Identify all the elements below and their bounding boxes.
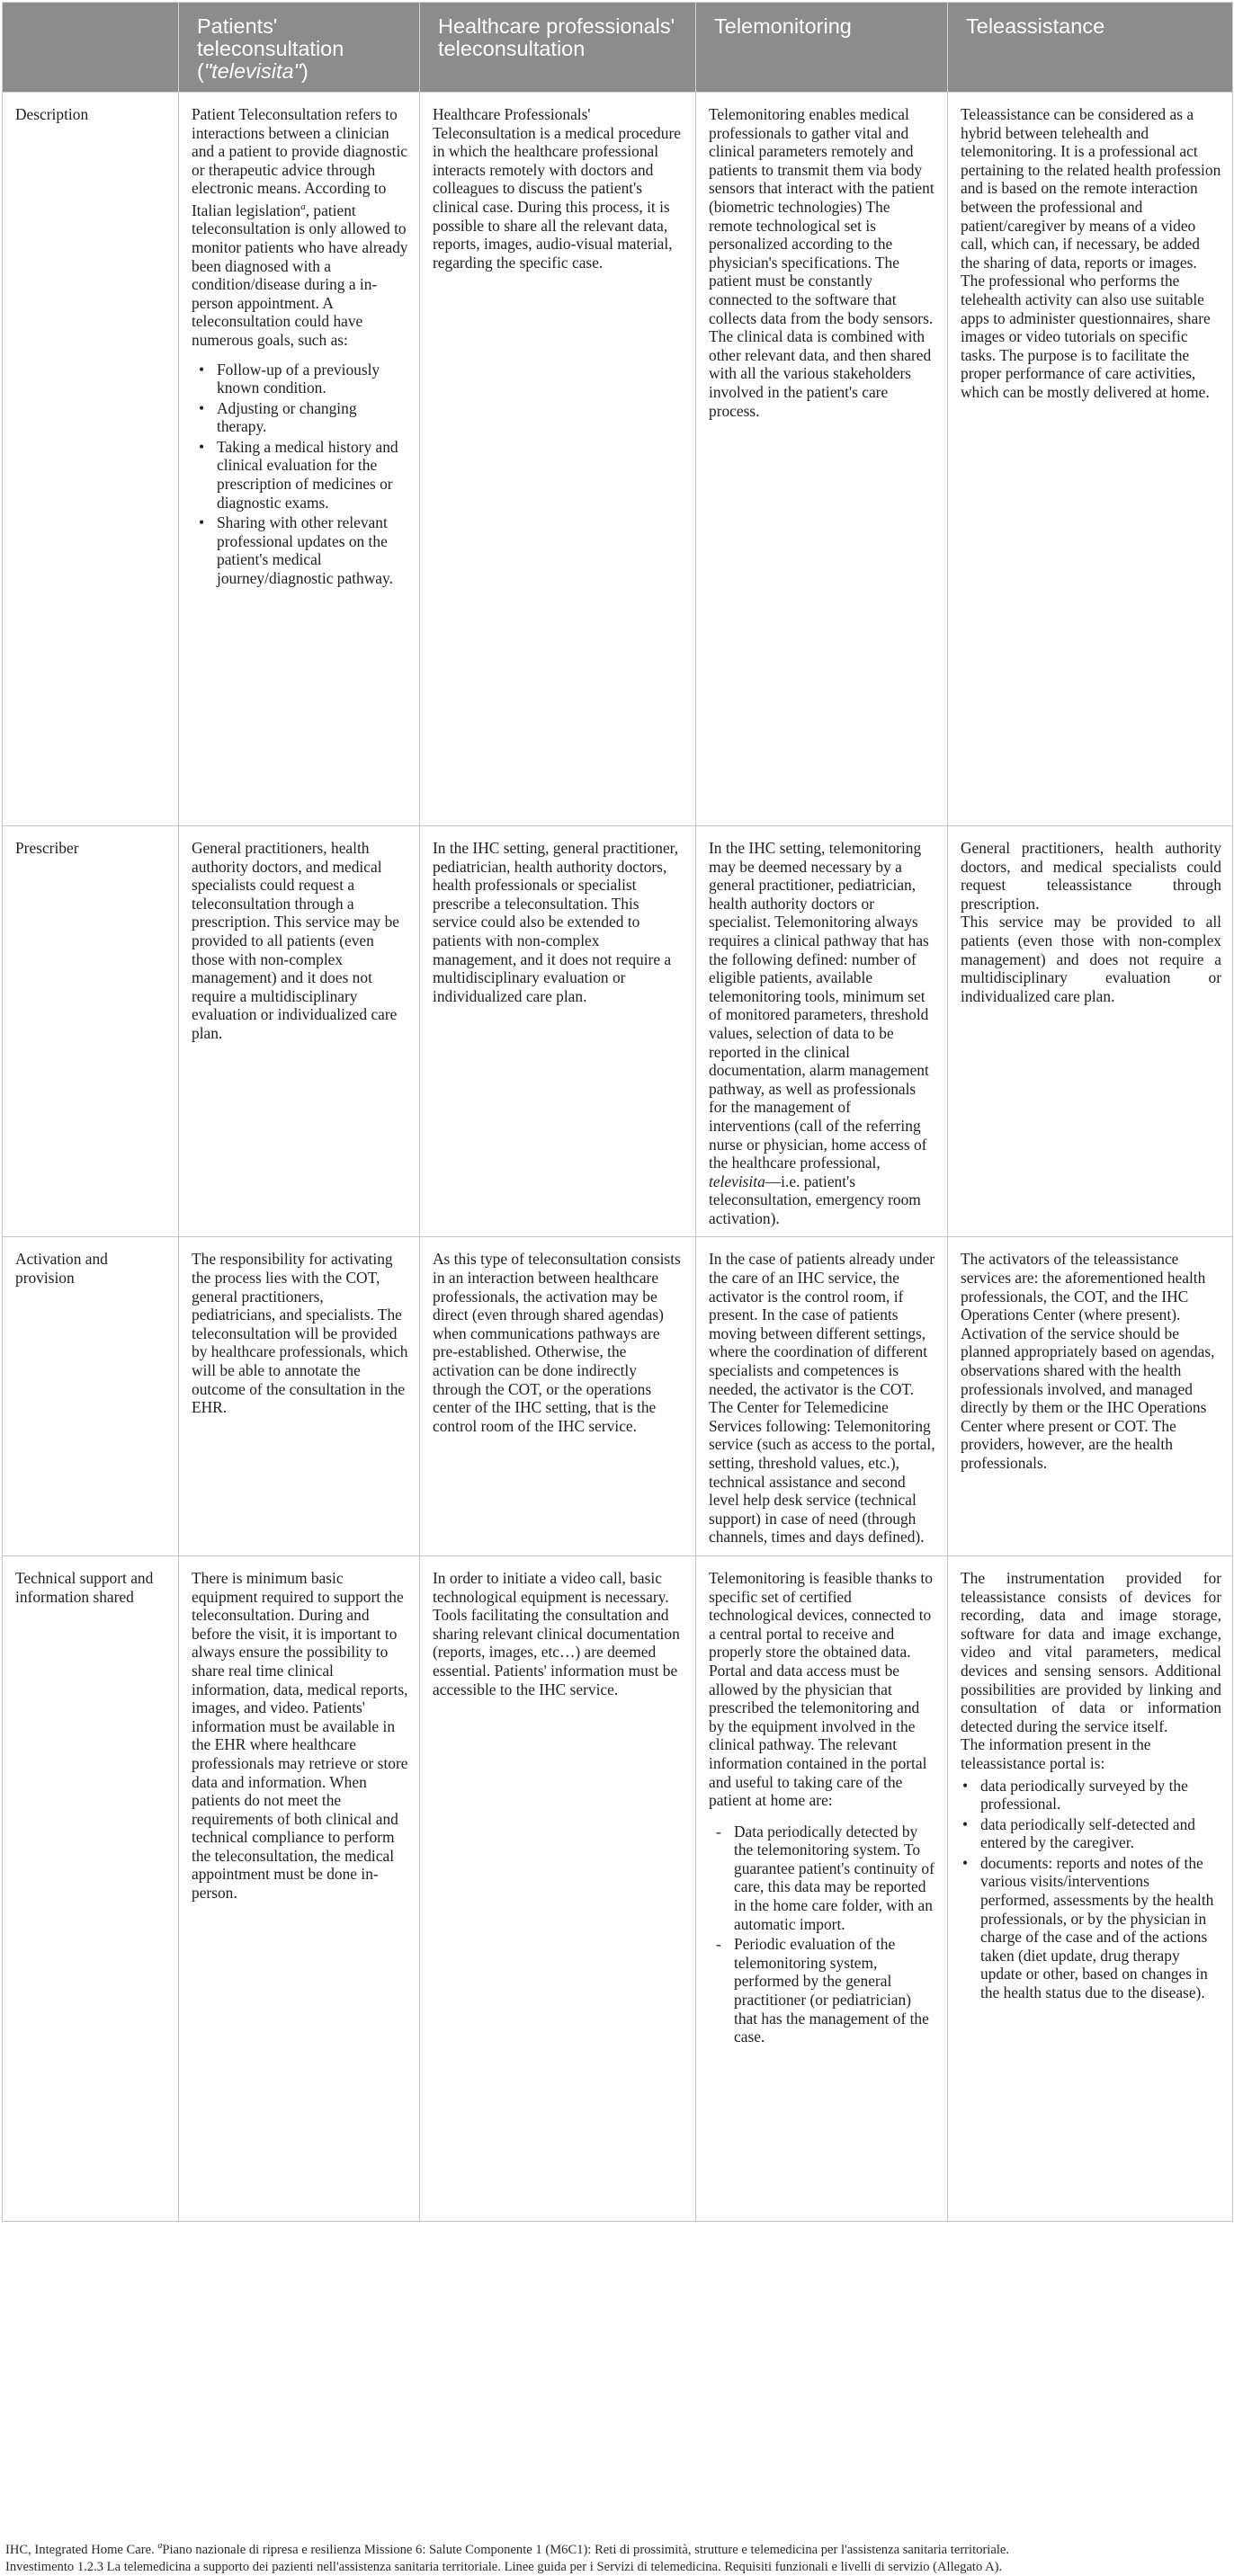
table-footnote	[5, 2537, 1229, 2576]
description-telemonitoring-text: Telemonitoring enables medical professionals to gather vital and clinical parameters remotely and patients to transmit them via body sensors that interact with the patient (biometric technologies) The remote technological set is personalized according to the physician's specifications. The patient must be constantly connected to the software that collects data from the body sensors. The clinical data is combined with other relevant data, and then shared with all the various stakeholders involved in the patient's care process.	[709, 105, 934, 420]
cell-activation-patients	[179, 1237, 420, 1556]
cell-description-patients	[179, 93, 420, 826]
technical-telemonitoring-list	[709, 1823, 936, 2046]
cell-description-telemonitoring	[696, 93, 948, 826]
list-item: - Periodic evaluation of the telemonitoring system, performed by the general practitioner (or pediatrician) that has the management of the case.	[734, 1935, 936, 2046]
prescriber-patients-text: General practitioners, health authority doctors, and medical specialists could request a teleconsultation through a prescription. This service may be provided to all patients (even those with non-complex management) and it does not require a multidisciplinary evaluation or individualized care plan.	[192, 839, 400, 1042]
row-label-prescriber: Prescriber	[3, 826, 179, 1237]
list-item: • Taking a medical history and clinical evaluation for the prescription of medicines or diagnostic exams.	[217, 438, 408, 512]
cell-technical-teleassistance	[948, 1555, 1233, 2221]
prescriber-teleassistance-text-1: General practitioners, health authority doctors, and medical specialists could request teleassistance through prescription.	[961, 839, 1221, 913]
header-teleassistance: Teleassistance	[948, 3, 1233, 93]
footnote-line-2: Investimento 1.2.3 La telemedicina a supporto dei pazienti nell'assistenza sanitaria territoriale. Linee guida per i Servizi di telemedicina. Requisiti funzionali e livelli di servizio (Allegato A).	[5, 2559, 1003, 2574]
cell-activation-healthcare	[420, 1237, 696, 1556]
cell-prescriber-patients	[179, 826, 420, 1237]
header-empty	[3, 3, 179, 93]
row-label-description: Description	[3, 93, 179, 826]
row-prescriber	[3, 826, 1233, 1237]
cell-activation-telemonitoring	[696, 1237, 948, 1556]
cell-description-healthcare	[420, 93, 696, 826]
prescriber-telemonitoring-text: In the IHC setting, telemonitoring may be deemed necessary by a general practitioner, pediatrician, health authority doctors or specialist. Telemonitoring always requires a clinical pathway that has the following defined: number of eligible patients, available telemonitoring tools, minimum set of monitored parameters, threshold values, selection of data to be reported in the clinical documentation, alarm management pathway, as well as professionals for the management of interventions (call of the referring nurse or physician, home access of the healthcare professional, televisita—i.e. patient's teleconsultation, emergency room activation).	[709, 839, 929, 1227]
technical-teleassistance-list	[961, 1777, 1221, 2002]
cell-prescriber-teleassistance	[948, 826, 1233, 1237]
row-label-activation: Activation and provision	[3, 1237, 179, 1556]
technical-healthcare-text: In order to initiate a video call, basic technological equipment is necessary. Tools facilitating the consultation and sharing relevant clinical documentation (reports, images, etc…) are deemed essential. Patients' information must be accessible to the IHC service.	[433, 1568, 680, 1698]
activation-telemonitoring-text: In the case of patients already under the care of an IHC service, the activator is the control room, if present. In the case of patients moving between different settings, where the coordination of different specialists and competences is needed, the activator is the COT. The Center for Telemedicine Services following: Telemonitoring service (such as access to the portal, setting, threshold values, etc.), technical assistance and second level help desk service (technical support) in case of need (through channels, times and days defined).	[709, 1250, 935, 1546]
row-description	[3, 93, 1233, 826]
row-activation	[3, 1237, 1233, 1556]
description-healthcare-text: Healthcare Professionals' Teleconsultation is a medical procedure in which the healthcare professional interacts remotely with doctors and colleagues to discuss the patient's clinical case. During this process, it is possible to share all the relevant data, reports, images, audio-visual material, regarding the specific case.	[433, 105, 681, 272]
header-telemonitoring: Telemonitoring	[696, 3, 948, 93]
description-teleassistance-text: Teleassistance can be considered as a hybrid between telehealth and telemonitoring. It is a professional act pertaining to the related health profession and is based on the remote interaction between the professional and patient/caregiver by means of a video call, which can, if necessary, be added the sharing of data, reports or images. The professional who performs the telehealth activity can also use suitable apps to administer questionnaires, share images or video tutorials on specific tasks. The purpose is to facilitate the proper performance of care activities, which can be mostly delivered at home.	[961, 105, 1221, 401]
activation-teleassistance-text: The activators of the teleassistance services are: the aforementioned health professionals, the COT, and the IHC Operations Center (where present). Activation of the service should be planned appropriately based on agendas, observations shared with the health professionals involved, and managed directly by them or the IHC Operations Center where present or COT. The providers, however, are the health professionals.	[961, 1250, 1215, 1472]
cell-technical-healthcare	[420, 1555, 696, 2221]
list-item: • data periodically self-detected and entered by the caregiver.	[980, 1815, 1221, 1852]
row-label-technical-support: Technical support and information shared	[3, 1555, 179, 2221]
cell-prescriber-telemonitoring	[696, 826, 948, 1237]
list-item: • documents: reports and notes of the various visits/interventions performed, assessments by the health professionals, or by the physician in charge of the case and of the actions taken (diet update, drug therapy update or other, based on changes in the health status due to the disease).	[980, 1854, 1221, 2002]
activation-patients-text: The responsibility for activating the process lies with the COT, general practitioners, pediatricians, and specialists. The teleconsultation will be provided by healthcare professionals, which will be able to annotate the outcome of the consultation in the EHR.	[192, 1250, 408, 1417]
cell-technical-telemonitoring	[696, 1555, 948, 2221]
row-technical-support	[3, 1555, 1233, 2221]
list-item: • data periodically surveyed by the professional.	[980, 1777, 1221, 1814]
cell-prescriber-healthcare	[420, 826, 696, 1237]
activation-healthcare-text: As this type of teleconsultation consists in an interaction between healthcare professionals, the activation may be direct (even through shared agendas) when communications pathways are pre-established. Otherwise, the activation can be done indirectly through the COT, or the operations center of the IHC setting, that is the control room of the IHC service.	[433, 1250, 681, 1435]
list-item: • Sharing with other relevant professional updates on the patient's medical journey/diagnostic pathway.	[217, 513, 408, 587]
cell-technical-patients	[179, 1555, 420, 2221]
header-healthcare-teleconsultation: Healthcare professionals' teleconsultation	[420, 3, 696, 93]
technical-teleassistance-text: The instrumentation provided for teleassistance consists of devices for recording, data and image storage, software for data and image exchange, video and vital parameters, medical devices and sensing sensors. Additional possibilities are provided by linking and consultation of data or information detected during the service itself.	[961, 1568, 1221, 1735]
description-patients-goals-list	[192, 361, 408, 588]
header-patients-teleconsultation: Patients' teleconsultation ("televisita")	[179, 3, 420, 93]
footnote-line-1: IHC, Integrated Home Care. $^a$Piano nazionale di ripresa e resilienza Missione 6: Salute Componente 1 (M6C1): Reti di prossimità, strutture e telemedicina per l'assistenza sanitaria territoriale.	[5, 2541, 1010, 2557]
prescriber-teleassistance-text-2: This service may be provided to all patients (even those with non-complex management) and does not require a multidisciplinary evaluation or individualized care plan.	[961, 913, 1221, 1005]
technical-patients-text: There is minimum basic equipment required to support the teleconsultation. During and before the visit, it is important to always ensure the possibility to share real time clinical information, data, medical reports, images, and video. Patients' information must be available in the EHR where healthcare professionals may retrieve or store data and information. When patients do not meet the requirements of both clinical and technical compliance to perform the teleconsultation, the medical appointment must be done in-person.	[192, 1568, 408, 1903]
cell-description-teleassistance	[948, 93, 1233, 826]
list-item: • Adjusting or changing therapy.	[217, 399, 408, 436]
technical-teleassistance-portal-text: The information present in the teleassistance portal is:	[961, 1735, 1151, 1772]
cell-activation-teleassistance	[948, 1237, 1233, 1556]
technical-telemonitoring-text: Telemonitoring is feasible thanks to specific set of certified technological devices, connected to a central portal to receive and properly store the obtained data. Portal and data access must be allowed by the physician that prescribed the telemonitoring and by the equipment involved in the clinical pathway. The relevant information contained in the portal and useful to taking care of the patient at home are:	[709, 1568, 933, 1810]
telemedicine-services-table	[2, 2, 1233, 2222]
prescriber-healthcare-text: In the IHC setting, general practitioner, pediatrician, health authority doctors, health professionals or specialist prescribe a teleconsultation. This service could also be extended to patients with non-complex management, and it does not require a multidisciplinary evaluation or individualized care plan.	[433, 839, 679, 1005]
description-patients-text: Patient Teleconsultation refers to interactions between a clinician and a patient to provide diagnostic or therapeutic advice through electronic means. According to Italian legislation$^a$, patient teleconsultation is only allowed to monitor patients who have already been diagnosed with a condition/disease during a in-person appointment. A teleconsultation could have numerous goals, such as:	[192, 105, 408, 349]
header-row	[3, 3, 1233, 93]
list-item: • Follow-up of a previously known condition.	[217, 361, 408, 397]
list-item: - Data periodically detected by the telemonitoring system. To guarantee patient's continuity of care, this data may be reported in the home care folder, with an automatic import.	[734, 1823, 936, 1934]
